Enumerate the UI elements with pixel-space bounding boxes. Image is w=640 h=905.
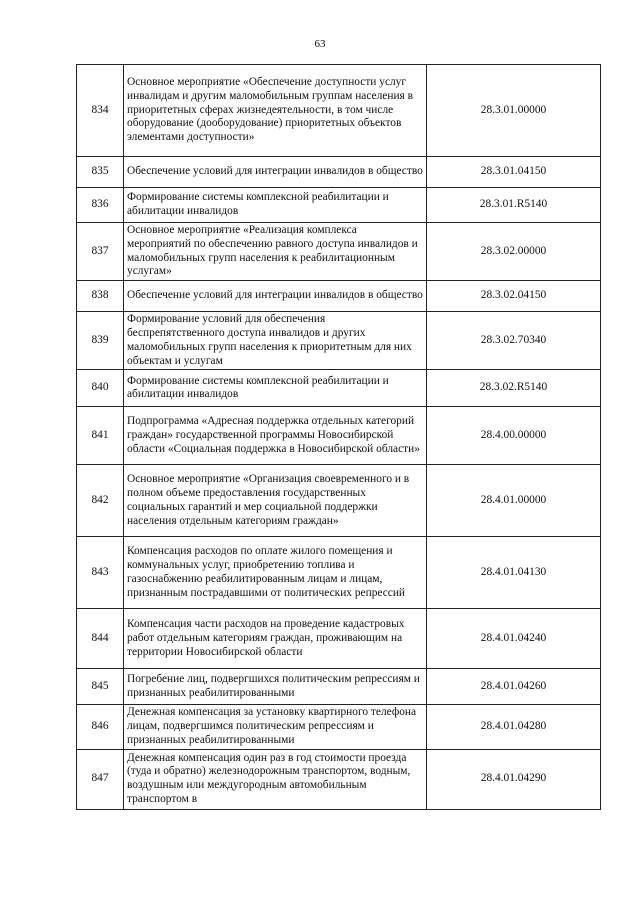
row-name: Денежная компенсация один раз в год стоимости проезда (туда и обратно) железнодорожным транспортом, водным, воздушным или междугородным автомобильным транспортом в — [124, 749, 427, 809]
table-row — [77, 609, 601, 669]
row-code: 28.3.02.70340 — [427, 312, 601, 370]
row-number: 837 — [77, 223, 124, 281]
row-name: Денежная компенсация за установку квартирного телефона лицам, подвергшимся политическим репрессиям и признанных реабилитированными — [124, 705, 427, 749]
row-number: 840 — [77, 370, 124, 407]
table-row — [77, 370, 601, 407]
row-number: 847 — [77, 749, 124, 809]
page-number: 63 — [314, 38, 326, 50]
row-code: 28.4.01.04130 — [427, 537, 601, 609]
row-code: 28.4.01.04290 — [427, 749, 601, 809]
row-name: Погребение лиц, подвергшихся политическим репрессиям и признанных реабилитированными — [124, 669, 427, 705]
row-number: 836 — [77, 188, 124, 223]
table-row — [77, 465, 601, 537]
row-name: Обеспечение условий для интеграции инвалидов в общество — [124, 281, 427, 312]
table-row — [77, 65, 601, 157]
table-row — [77, 537, 601, 609]
table-row — [77, 157, 601, 188]
row-name: Компенсация части расходов на проведение кадастровых работ отдельным категориям граждан, проживающим на территории Новосибирской области — [124, 609, 427, 669]
row-number: 845 — [77, 669, 124, 705]
row-number: 843 — [77, 537, 124, 609]
row-code: 28.4.01.00000 — [427, 465, 601, 537]
row-number: 839 — [77, 312, 124, 370]
row-number: 846 — [77, 705, 124, 749]
row-name: Основное мероприятие «Обеспечение доступности услуг инвалидам и другим маломобильным группам населения в приоритетных сферах жизнедеятельности, в том числе оборудование (дооборудование) приоритетных объектов элементами доступности» — [124, 65, 427, 157]
row-name: Формирование условий для обеспечения беспрепятственного доступа инвалидов и других маломобильных групп населения к приоритетным для них объектам и услугам — [124, 312, 427, 370]
table-row — [77, 281, 601, 312]
row-code: 28.3.02.R5140 — [427, 370, 601, 407]
table-row — [77, 188, 601, 223]
table-row — [77, 669, 601, 705]
row-name: Основное мероприятие «Организация своевременного и в полном объеме предоставления государственных социальных гарантий и мер социальной поддержки населения отдельным категориям граждан» — [124, 465, 427, 537]
row-number: 838 — [77, 281, 124, 312]
row-number: 835 — [77, 157, 124, 188]
row-code: 28.4.01.04280 — [427, 705, 601, 749]
row-number: 842 — [77, 465, 124, 537]
row-code: 28.4.00.00000 — [427, 407, 601, 465]
table-row — [77, 749, 601, 809]
row-code: 28.3.01.R5140 — [427, 188, 601, 223]
row-code: 28.3.02.00000 — [427, 223, 601, 281]
row-code: 28.3.01.00000 — [427, 65, 601, 157]
table-row — [77, 407, 601, 465]
row-number: 834 — [77, 65, 124, 157]
row-code: 28.3.02.04150 — [427, 281, 601, 312]
table-row — [77, 705, 601, 749]
row-code: 28.4.01.04240 — [427, 609, 601, 669]
row-code: 28.4.01.04260 — [427, 669, 601, 705]
row-number: 844 — [77, 609, 124, 669]
table-row — [77, 223, 601, 281]
row-code: 28.3.01.04150 — [427, 157, 601, 188]
row-name: Формирование системы комплексной реабилитации и абилитации инвалидов — [124, 370, 427, 407]
row-name: Обеспечение условий для интеграции инвалидов в общество — [124, 157, 427, 188]
row-name: Подпрограмма «Адресная поддержка отдельных категорий граждан» государственной программы Новосибирской области «Социальная поддержка в Новосибирской области» — [124, 407, 427, 465]
row-name: Формирование системы комплексной реабилитации и абилитации инвалидов — [124, 188, 427, 223]
budget-classification-table — [76, 64, 601, 810]
table-row — [77, 312, 601, 370]
row-number: 841 — [77, 407, 124, 465]
row-name: Компенсация расходов по оплате жилого помещения и коммунальных услуг, приобретению топлива и газоснабжению реабилитированным лицам и лицам, признанным пострадавшими от политических репрессий — [124, 537, 427, 609]
row-name: Основное мероприятие «Реализация комплекса мероприятий по обеспечению равного доступа инвалидов и маломобильных групп населения к реабилитационным услугам» — [124, 223, 427, 281]
